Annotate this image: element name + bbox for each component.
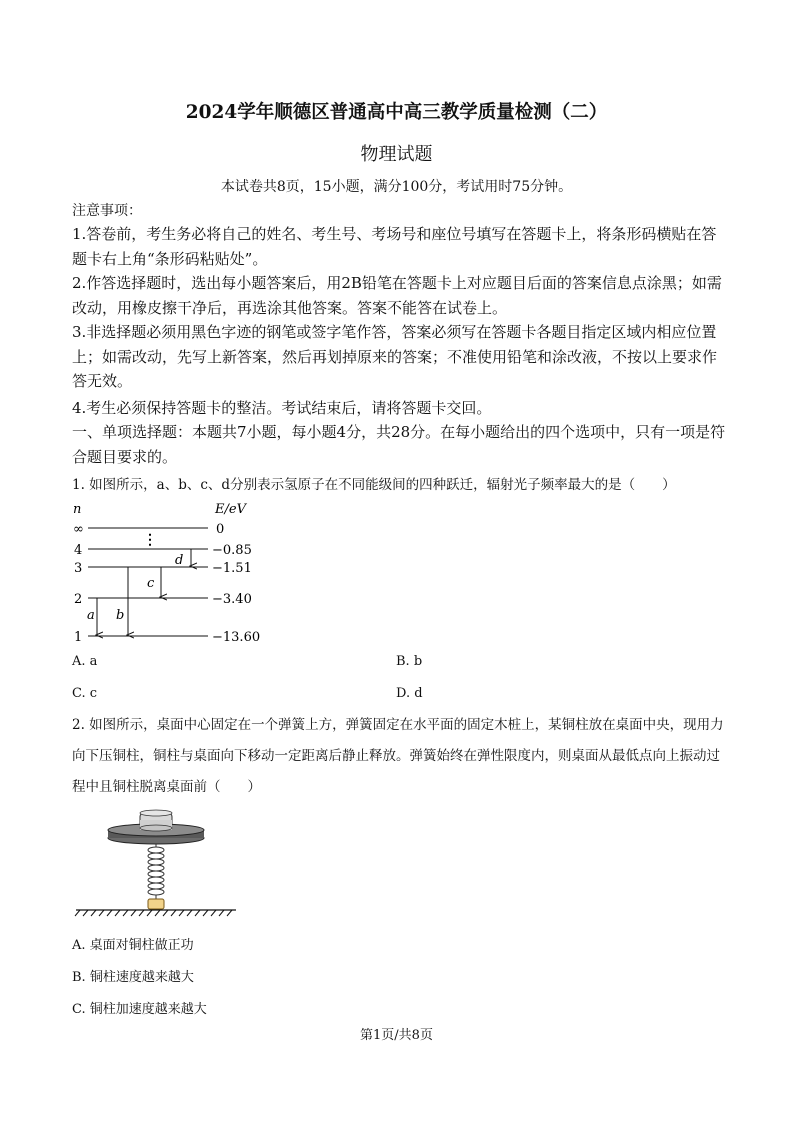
level-n-2: 2	[74, 592, 83, 607]
axis-n-label: n	[73, 502, 82, 517]
notice-heading: 注意事项：	[72, 203, 142, 219]
section-1-heading: 一、单项选择题：本题共7小题，每小题4分，共28分。在每小题给出的四个选项中，只有一项是符合题目要求的。	[72, 423, 726, 466]
level-e-3: −1.51	[212, 561, 252, 576]
q1-option-a[interactable]: A. a	[72, 654, 98, 669]
q2-option-c[interactable]: C. 铜柱加速度越来越大	[72, 1002, 207, 1017]
level-n-inf: ∞	[73, 522, 84, 537]
transition-b-label: b	[116, 608, 125, 623]
q1-option-d[interactable]: D. d	[396, 686, 423, 701]
subject-title: 物理试题	[360, 144, 433, 165]
axis-e-label: E/eV	[215, 502, 246, 517]
notice-item-1: 1.答卷前，考生务必将自己的姓名、考生号、考场号和座位号填写在答题卡上，将条形码横贴在答题卡右上角“条形码粘贴处”。	[72, 225, 717, 268]
level-n-3: 3	[74, 561, 83, 576]
exam-title: 2024学年顺德区普通高中高三教学质量检测（二）	[185, 102, 608, 123]
energy-level-diagram	[70, 500, 280, 648]
q1-option-b[interactable]: B. b	[396, 654, 423, 669]
q1-option-c[interactable]: C. c	[72, 686, 98, 701]
level-e-inf: 0	[216, 522, 225, 537]
question-2-stem: 2. 如图所示，桌面中心固定在一个弹簧上方，弹簧固定在水平面的固定木桩上，某铜柱放在桌面中央，现用力向下压铜柱，铜柱与桌面向下移动一定距离后静止释放。弹簧始终在弹性限度内，则桌面从最低点向上振动过程中且铜柱脱离桌面前（ ）	[72, 717, 724, 795]
spring-table-figure	[72, 806, 240, 918]
notice-item-2: 2.作答选择题时，选出每小题答案后，用2B铅笔在答题卡上对应题目后面的答案信息点涂黑；如需改动，用橡皮擦干净后，再选涂其他答案。答案不能答在试卷上。	[72, 274, 722, 317]
level-e-1: −13.60	[212, 630, 261, 645]
level-e-4: −0.85	[212, 543, 252, 558]
level-e-2: −3.40	[212, 592, 252, 607]
exam-intro: 本试卷共8页，15小题，满分100分，考试用时75分钟。	[220, 179, 573, 195]
notice-item-3: 3.非选择题必须用黑色字迹的钢笔或签字笔作答，答案必须写在答题卡各题目指定区域内相应位置上；如需改动，先写上新答案，然后再划掉原来的答案；不准使用铅笔和涂改液，不按以上要求作答无效。	[72, 323, 718, 390]
notice-item-4: 4.考生必须保持答题卡的整洁。考试结束后，请将答题卡交回。	[72, 399, 492, 417]
q2-option-b[interactable]: B. 铜柱速度越来越大	[72, 970, 194, 985]
ellipsis-dots: ⋮	[143, 532, 157, 548]
transition-c-label: c	[147, 576, 155, 591]
page-footer: 第1页/共8页	[360, 1028, 433, 1043]
ground-hatch	[75, 910, 232, 916]
q2-option-a[interactable]: A. 桌面对铜柱做正功	[72, 938, 194, 953]
question-1-stem: 1. 如图所示，a、b、c、d分别表示氢原子在不同能级间的四种跃迁，辐射光子频率最大的是（ ）	[72, 477, 676, 493]
transition-a-label: a	[87, 608, 95, 623]
spring	[148, 844, 164, 899]
transition-d-label: d	[175, 553, 184, 568]
wooden-stake	[148, 899, 164, 909]
level-n-4: 4	[74, 543, 83, 558]
level-n-1: 1	[74, 630, 83, 645]
